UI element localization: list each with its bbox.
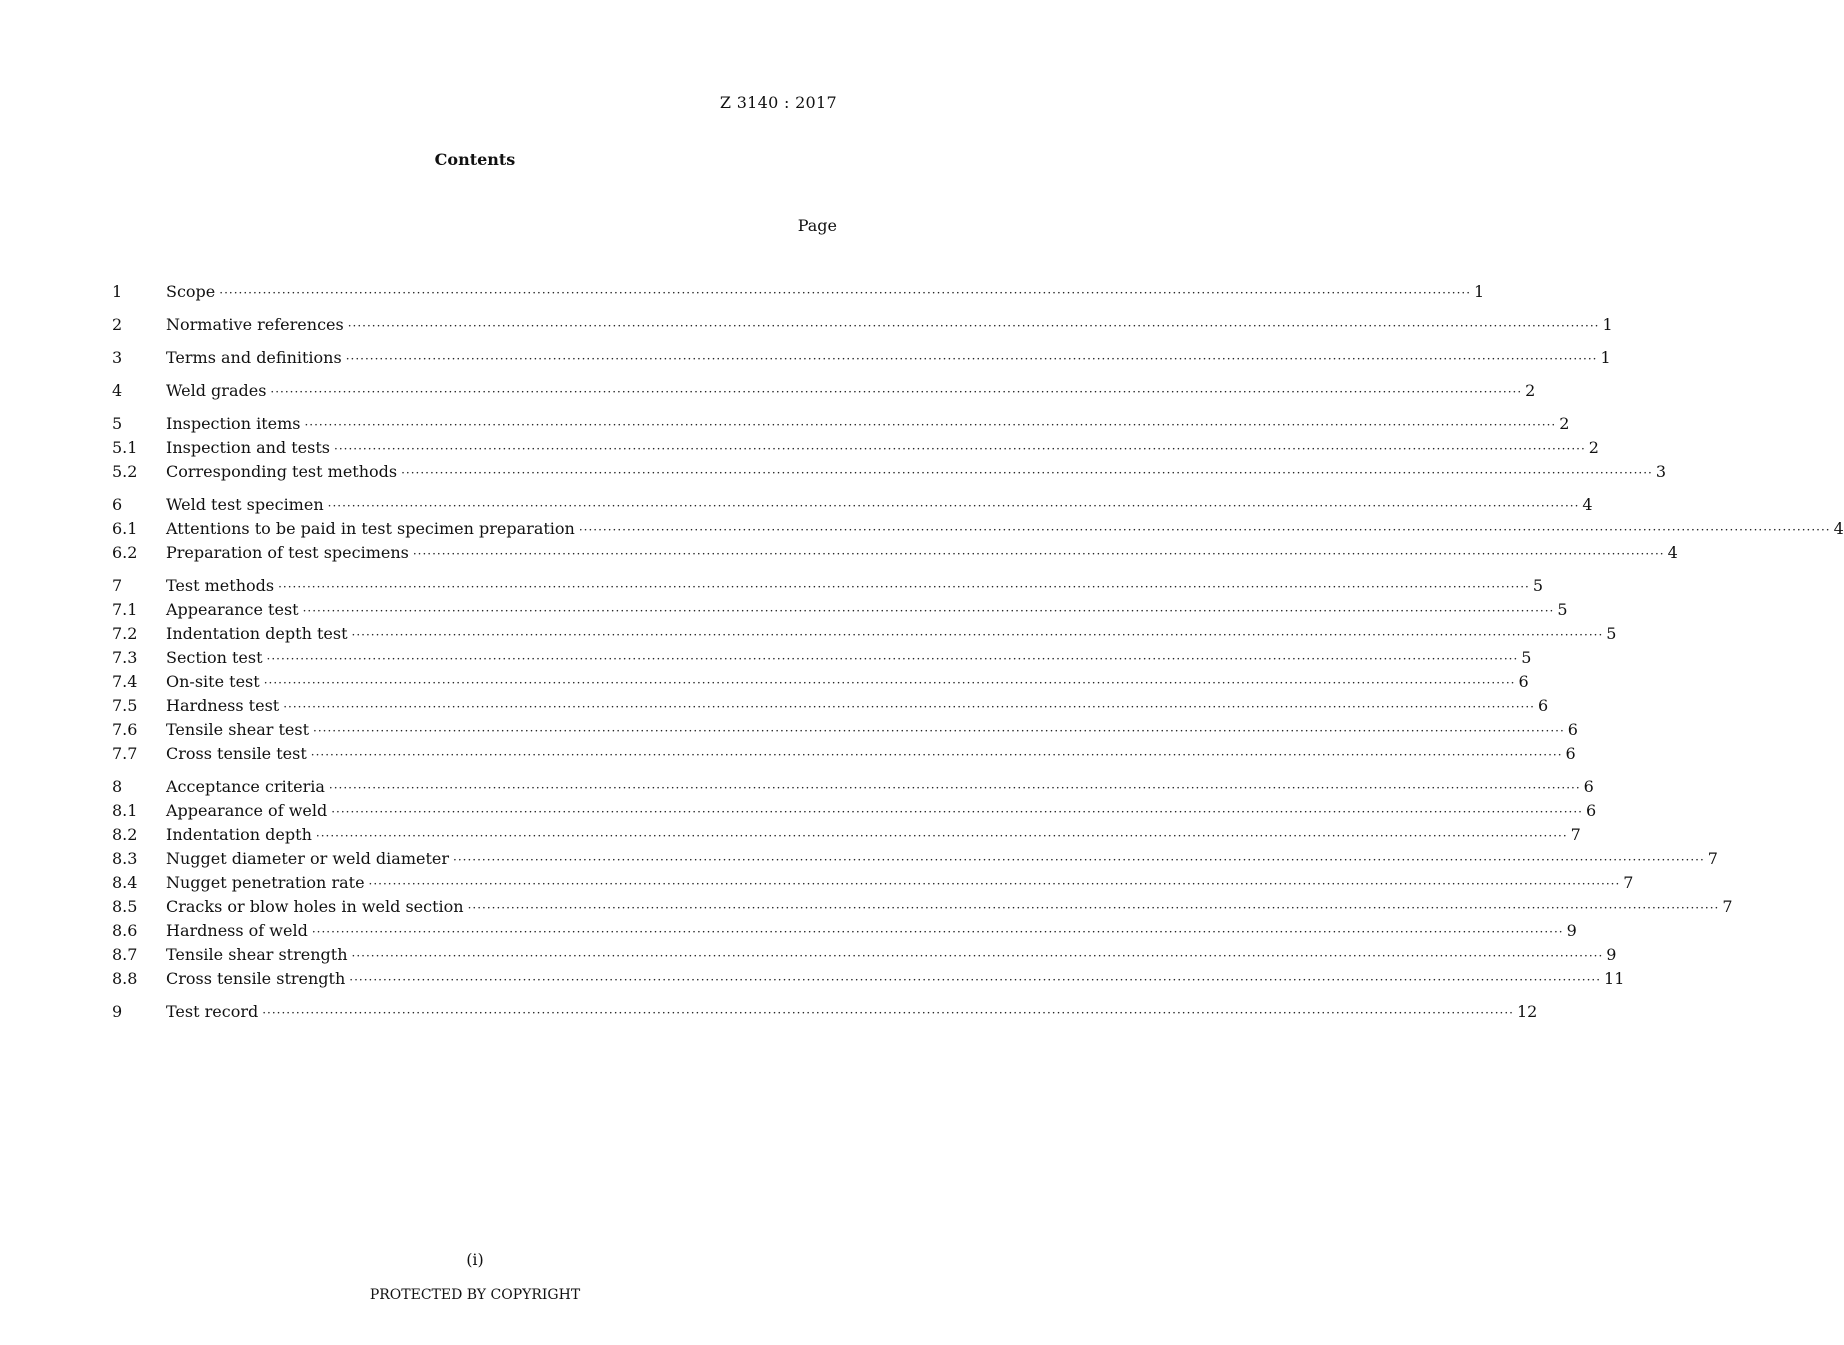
- toc-entry-page: 4: [1833, 519, 1844, 538]
- toc-entry-page: 1: [1602, 315, 1613, 334]
- toc-entry-number: 5.1: [112, 438, 138, 457]
- toc-entry-page: 7: [1570, 825, 1581, 844]
- toc-entry-page: 7: [1707, 849, 1718, 868]
- toc-entry[interactable]: [112, 799, 1597, 823]
- toc-entry-label[interactable]: Normative references: [166, 315, 344, 334]
- toc-entry-page: 2: [1559, 414, 1570, 433]
- toc-entry-label[interactable]: Scope: [166, 282, 216, 301]
- toc-entry[interactable]: [112, 919, 1577, 943]
- dot-leader: ····································································································································································································································································: [351, 949, 1604, 963]
- toc-entry-page: 4: [1582, 495, 1593, 514]
- toc-entry-number: 8.8: [112, 969, 138, 988]
- copyright-notice: PROTECTED BY COPYRIGHT: [369, 1287, 581, 1303]
- table-of-contents: [112, 280, 1844, 1033]
- toc-entry-page: 6: [1518, 672, 1529, 691]
- dot-leader: ····································································································································································································································································: [263, 676, 1516, 690]
- toc-entry-number: 3: [112, 348, 123, 367]
- toc-entry-page: 1: [1600, 348, 1611, 367]
- dot-leader: ····································································································································································································································································: [368, 877, 1621, 891]
- toc-entry-number: 8.6: [112, 921, 138, 940]
- toc-entry-label[interactable]: Weld test specimen: [166, 495, 324, 514]
- toc-entry-label[interactable]: Section test: [166, 648, 263, 667]
- toc-entry-page: 4: [1667, 543, 1678, 562]
- toc-entry-label[interactable]: Inspection items: [166, 414, 301, 433]
- toc-entry-page: 11: [1604, 969, 1625, 988]
- page-title: Contents: [434, 150, 516, 169]
- toc-entry-label[interactable]: Indentation depth: [166, 825, 312, 844]
- dot-leader: ····································································································································································································································································: [334, 442, 1586, 456]
- toc-entry-page: 2: [1588, 438, 1599, 457]
- page-column-label: Page: [797, 216, 837, 235]
- dot-leader: ····································································································································································································································································: [278, 580, 1530, 594]
- toc-entry-page: 6: [1537, 696, 1549, 715]
- toc-entry[interactable]: [112, 541, 1678, 565]
- dot-leader: ····································································································································································································································································: [219, 286, 1472, 300]
- toc-entry[interactable]: [112, 742, 1576, 766]
- toc-entry-number: 1: [112, 282, 123, 301]
- toc-entry[interactable]: [112, 670, 1529, 694]
- toc-entry-page: 12: [1517, 1002, 1538, 1021]
- toc-entry-number: 8: [112, 777, 123, 796]
- toc-entry[interactable]: [112, 436, 1599, 460]
- dot-leader: ····································································································································································································································································: [347, 319, 1600, 333]
- toc-entry-number: 7.5: [112, 696, 138, 715]
- toc-entry-number: 5.2: [112, 462, 138, 481]
- toc-entry-number: 4: [112, 381, 123, 400]
- dot-leader: ····································································································································································································································································: [331, 805, 1583, 819]
- toc-entry-number: 7.6: [112, 720, 138, 739]
- toc-entry[interactable]: [112, 574, 1544, 598]
- toc-entry[interactable]: [112, 346, 1611, 370]
- toc-entry-number: 8.5: [112, 897, 138, 916]
- toc-entry[interactable]: [112, 823, 1581, 847]
- toc-entry-page: 5: [1532, 576, 1544, 595]
- toc-entry-label[interactable]: Nugget diameter or weld diameter: [166, 849, 450, 868]
- toc-entry-label[interactable]: Cross tensile strength: [166, 969, 346, 988]
- toc-entry-page: 7: [1722, 897, 1733, 916]
- toc-entry-label[interactable]: Test record: [166, 1002, 259, 1021]
- toc-entry[interactable]: [112, 313, 1613, 337]
- toc-entry-number: 6.1: [112, 519, 138, 538]
- toc-entry-label[interactable]: Nugget penetration rate: [166, 873, 365, 892]
- toc-entry-number: 6: [112, 495, 123, 514]
- toc-entry-page: 5: [1521, 648, 1532, 667]
- dot-leader: ····································································································································································································································································: [401, 466, 1653, 480]
- toc-entry-page: 3: [1655, 462, 1667, 481]
- toc-entry-label[interactable]: Preparation of test specimens: [166, 543, 409, 562]
- dot-leader: ····································································································································································································································································: [302, 604, 1555, 618]
- toc-entry-number: 8.4: [112, 873, 138, 892]
- toc-entry-number: 7: [112, 576, 123, 595]
- toc-group: [112, 379, 1536, 403]
- toc-entry-page: 1: [1474, 282, 1485, 301]
- toc-entry-number: 8.3: [112, 849, 138, 868]
- toc-entry-number: 5: [112, 414, 123, 433]
- toc-entry-label[interactable]: Tensile shear strength: [166, 945, 348, 964]
- toc-entry-page: 2: [1525, 381, 1536, 400]
- dot-leader: ····································································································································································································································································: [270, 385, 1523, 399]
- toc-entry-label[interactable]: Inspection and tests: [166, 438, 330, 457]
- toc-group: [112, 574, 1617, 766]
- toc-group: [112, 412, 1667, 484]
- toc-entry[interactable]: [112, 775, 1594, 799]
- dot-leader: ····································································································································································································································································: [349, 973, 1602, 987]
- dot-leader: ····································································································································································································································································: [351, 628, 1604, 642]
- toc-entry-label[interactable]: Corresponding test methods: [166, 462, 398, 481]
- toc-group: [112, 313, 1613, 337]
- toc-entry[interactable]: [112, 895, 1733, 919]
- toc-entry-number: 6.2: [112, 543, 138, 562]
- toc-entry[interactable]: [112, 871, 1634, 895]
- toc-entry-number: 9: [112, 1002, 123, 1021]
- toc-entry-number: 7.2: [112, 624, 138, 643]
- toc-entry-page: 6: [1565, 744, 1576, 763]
- toc-entry-page: 9: [1566, 921, 1577, 940]
- toc-entry[interactable]: [112, 517, 1844, 541]
- toc-entry-page: 6: [1567, 720, 1578, 739]
- toc-entry-page: 5: [1606, 624, 1617, 643]
- dot-leader: ····································································································································································································································································: [313, 724, 1565, 738]
- toc-entry-number: 7.4: [112, 672, 138, 691]
- toc-entry[interactable]: [112, 694, 1549, 718]
- toc-entry-page: 6: [1583, 777, 1594, 796]
- toc-entry-number: 8.1: [112, 801, 138, 820]
- page-folio: (i): [466, 1250, 484, 1269]
- dot-leader: ····································································································································································································································································: [328, 781, 1581, 795]
- toc-entry[interactable]: [112, 598, 1568, 622]
- toc-entry-page: 5: [1557, 600, 1568, 619]
- dot-leader: ····································································································································································································································································: [315, 829, 1568, 843]
- toc-entry-number: 8.2: [112, 825, 138, 844]
- toc-entry-label[interactable]: Acceptance criteria: [166, 777, 325, 796]
- dot-leader: ····································································································································································································································································: [311, 925, 1564, 939]
- toc-entry-number: 7.3: [112, 648, 138, 667]
- toc-entry-label[interactable]: On-site test: [166, 672, 260, 691]
- toc-entry[interactable]: [112, 943, 1617, 967]
- toc-entry-number: 2: [112, 315, 123, 334]
- toc-entry-number: 7.7: [112, 744, 138, 763]
- dot-leader: ····································································································································································································································································: [327, 499, 1580, 513]
- toc-entry[interactable]: [112, 379, 1536, 403]
- dot-leader: ····································································································································································································································································: [266, 652, 1519, 666]
- toc-entry-label[interactable]: Indentation depth test: [166, 624, 348, 643]
- toc-entry-label[interactable]: Tensile shear test: [166, 720, 309, 739]
- toc-entry-label[interactable]: Hardness of weld: [166, 921, 308, 940]
- toc-entry-label[interactable]: Attentions to be paid in test specimen preparation: [166, 519, 575, 538]
- toc-entry-label[interactable]: Appearance test: [166, 600, 299, 619]
- toc-entry[interactable]: [112, 718, 1578, 742]
- toc-entry-label[interactable]: Cross tensile test: [166, 744, 307, 763]
- dot-leader: ····································································································································································································································································: [283, 700, 1535, 714]
- toc-entry-label[interactable]: Terms and definitions: [166, 348, 342, 367]
- toc-entry[interactable]: [112, 622, 1617, 646]
- toc-entry-number: 8.7: [112, 945, 138, 964]
- toc-entry-label[interactable]: Appearance of weld: [166, 801, 328, 820]
- toc-group: [112, 280, 1485, 304]
- toc-entry-label[interactable]: Test methods: [166, 576, 275, 595]
- toc-entry-label[interactable]: Cracks or blow holes in weld section: [166, 897, 464, 916]
- toc-entry[interactable]: [112, 847, 1718, 871]
- toc-entry[interactable]: [112, 493, 1593, 517]
- toc-group: [112, 493, 1844, 565]
- dot-leader: ····································································································································································································································································: [453, 853, 1705, 867]
- toc-entry-page: 9: [1606, 945, 1617, 964]
- dot-leader: ····································································································································································································································································: [304, 418, 1557, 432]
- dot-leader: ····································································································································································································································································: [310, 748, 1563, 762]
- dot-leader: ····································································································································································································································································: [578, 523, 1831, 537]
- toc-group: [112, 1000, 1538, 1024]
- toc-entry-label[interactable]: Weld grades: [166, 381, 267, 400]
- dot-leader: ····································································································································································································································································: [262, 1006, 1514, 1020]
- toc-entry-page: 6: [1585, 801, 1597, 820]
- toc-entry[interactable]: [112, 1000, 1538, 1024]
- toc-entry-label[interactable]: Hardness test: [166, 696, 280, 715]
- toc-entry[interactable]: [112, 280, 1485, 304]
- toc-entry-page: 7: [1623, 873, 1634, 892]
- toc-entry[interactable]: [112, 412, 1570, 436]
- toc-entry[interactable]: [112, 646, 1532, 670]
- dot-leader: ····································································································································································································································································: [467, 901, 1720, 915]
- toc-entry[interactable]: [112, 460, 1667, 484]
- toc-entry[interactable]: [112, 967, 1625, 991]
- toc-group: [112, 346, 1611, 370]
- toc-group: [112, 775, 1733, 991]
- dot-leader: ····································································································································································································································································: [412, 547, 1665, 561]
- toc-entry-number: 7.1: [112, 600, 138, 619]
- dot-leader: ····································································································································································································································································: [345, 352, 1598, 366]
- document-id: Z 3140 : 2017: [719, 93, 837, 112]
